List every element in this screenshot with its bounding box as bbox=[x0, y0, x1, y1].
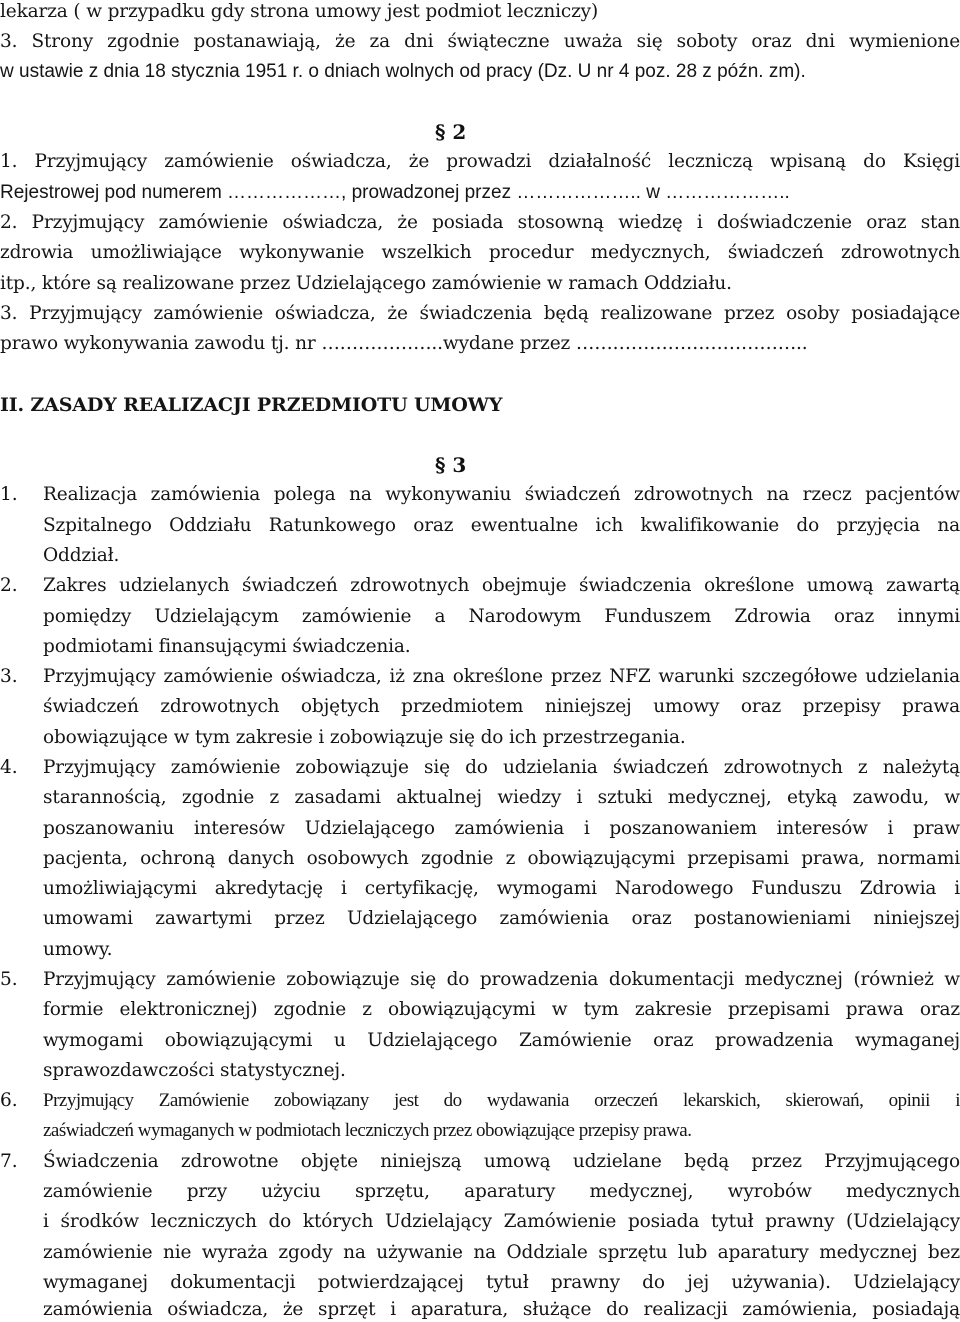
text-line: wymaganej dokumentacji potwierdzającej tytuł prawny do jej używania). Udzielający bbox=[43, 1272, 960, 1293]
text-line: formie elektronicznej) zgodnie z obowiązującymi w tym zakresie przepisami prawa oraz bbox=[43, 999, 960, 1020]
text-line: podmiotami finansującymi świadczenia. bbox=[43, 636, 411, 657]
text-line: poszanowaniu interesów Udzielającego zamówienia i poszanowaniem interesów i praw bbox=[43, 818, 960, 839]
item-number: 7. bbox=[0, 1151, 18, 1172]
section-heading: § 3 bbox=[435, 453, 467, 477]
item-number: 2. bbox=[0, 575, 18, 596]
text-line: lekarza ( w przypadku gdy strona umowy jest podmiot leczniczy) bbox=[0, 1, 599, 22]
text-line: w ustawie z dnia 18 stycznia 1951 r. o dniach wolnych od pracy (Dz. U nr 4 poz. 28 z późn. zm). bbox=[0, 61, 806, 82]
text-line: umożliwiającymi akredytację i certyfikację, wymogami Narodowego Funduszu Zdrowia i bbox=[43, 878, 960, 899]
text-line: pacjenta, ochroną danych osobowych zgodnie z obowiązującymi przepisami prawa, normami bbox=[43, 848, 960, 869]
item-number: 1. bbox=[0, 484, 18, 505]
text-line: umowy. bbox=[43, 939, 113, 960]
text-line: Przyjmujący zamówienie oświadcza, iż zna określone przez NFZ warunki szczegółowe udzielania bbox=[43, 666, 960, 687]
chapter-heading: II. ZASADY REALIZACJI PRZEDMIOTU UMOWY bbox=[0, 394, 503, 416]
text-line: Zakres udzielanych świadczeń zdrowotnych obejmuje świadczenia określone umową zawartą bbox=[43, 575, 960, 596]
text-line: i środków leczniczych do których Udzielający Zamówienie posiada tytuł prawny (Udzielający bbox=[43, 1211, 960, 1232]
text-line: pomiędzy Udzielającym zamówienie a Narodowym Funduszem Zdrowia oraz innymi bbox=[43, 606, 960, 627]
text-line: Przyjmujący zamówienie zobowiązuje się do udzielania świadczeń zdrowotnych z należytą bbox=[43, 757, 960, 778]
text-line: 1. Przyjmujący zamówienie oświadcza, że prowadzi działalność leczniczą wpisaną do Księgi bbox=[0, 151, 960, 172]
text-line: wymogami obowiązującymi u Udzielającego Zamówienie oraz prowadzenia wymaganej bbox=[43, 1030, 960, 1051]
item-number: 5. bbox=[0, 969, 18, 990]
text-line: obowiązujące w tym zakresie i zobowiązuje się do ich przestrzegania. bbox=[43, 727, 686, 748]
text-line: 3. Strony zgodnie postanawiają, że za dni świąteczne uważa się soboty oraz dni wymienione bbox=[0, 31, 960, 52]
item-number: 3. bbox=[0, 666, 18, 687]
text-line: zaświadczeń wymaganych w podmiotach leczniczych przez obowiązujące przepisy prawa. bbox=[43, 1120, 692, 1141]
text-line: 3. Przyjmujący zamówienie oświadcza, że świadczenia będą realizowane przez osoby posiadające bbox=[0, 303, 960, 324]
text-line: Rejestrowej pod numerem ………………, prowadzonej przez ……………….. w ……………….. bbox=[0, 182, 790, 203]
text-line: zdrowia umożliwiające wykonywanie wszelkich procedur medycznych, świadczeń zdrowotnych bbox=[0, 242, 960, 263]
text-line: świadczeń zdrowotnych objętych przedmiotem niniejszej umowy oraz przepisy prawa bbox=[43, 696, 960, 717]
text-line: Realizacja zamówienia polega na wykonywaniu świadczeń zdrowotnych na rzecz pacjentów bbox=[43, 484, 960, 505]
section-heading: § 2 bbox=[435, 120, 467, 144]
text-line: zamówienie przy użyciu sprzętu, aparatury medycznej, wyrobów medycznych bbox=[43, 1181, 960, 1202]
item-number: 4. bbox=[0, 757, 18, 778]
text-line: prawo wykonywania zawodu tj. nr ………………..wydane przez ……………………………….. bbox=[0, 333, 808, 354]
text-line: itp., które są realizowane przez Udzielającego zamówienie w ramach Oddziału. bbox=[0, 273, 732, 294]
text-line: Oddział. bbox=[43, 545, 120, 566]
text-line: Świadczenia zdrowotne objęte niniejszą umową udzielane będą przez Przyjmującego bbox=[43, 1151, 960, 1172]
text-line: zamówienia oświadcza, że sprzęt i aparatura, służące do realizacji zamówienia, posiadają bbox=[43, 1299, 960, 1320]
item-number: 6. bbox=[0, 1090, 18, 1111]
text-line: Przyjmujący Zamówienie zobowiązany jest do wydawania orzeczeń lekarskich, skierowań, opinii i bbox=[43, 1090, 960, 1111]
text-line: starannością, zgodnie z zasadami aktualnej wiedzy i sztuki medycznej, etyką zawodu, w bbox=[43, 787, 960, 808]
text-line: zamówienie nie wyraża zgody na używanie na Oddziale sprzętu lub aparatury medycznej bez bbox=[43, 1242, 960, 1263]
text-line: umowami zawartymi przez Udzielającego zamówienia oraz postanowieniami niniejszej bbox=[43, 908, 960, 929]
text-line: Przyjmujący zamówienie zobowiązuje się do prowadzenia dokumentacji medycznej (również w bbox=[43, 969, 960, 990]
text-line: sprawozdawczości statystycznej. bbox=[43, 1060, 346, 1081]
text-line: Szpitalnego Oddziału Ratunkowego oraz ewentualne ich kwalifikowanie do przyjęcia na bbox=[43, 515, 960, 536]
text-line: 2. Przyjmujący zamówienie oświadcza, że posiada stosowną wiedzę i doświadczenie oraz stan bbox=[0, 212, 960, 233]
